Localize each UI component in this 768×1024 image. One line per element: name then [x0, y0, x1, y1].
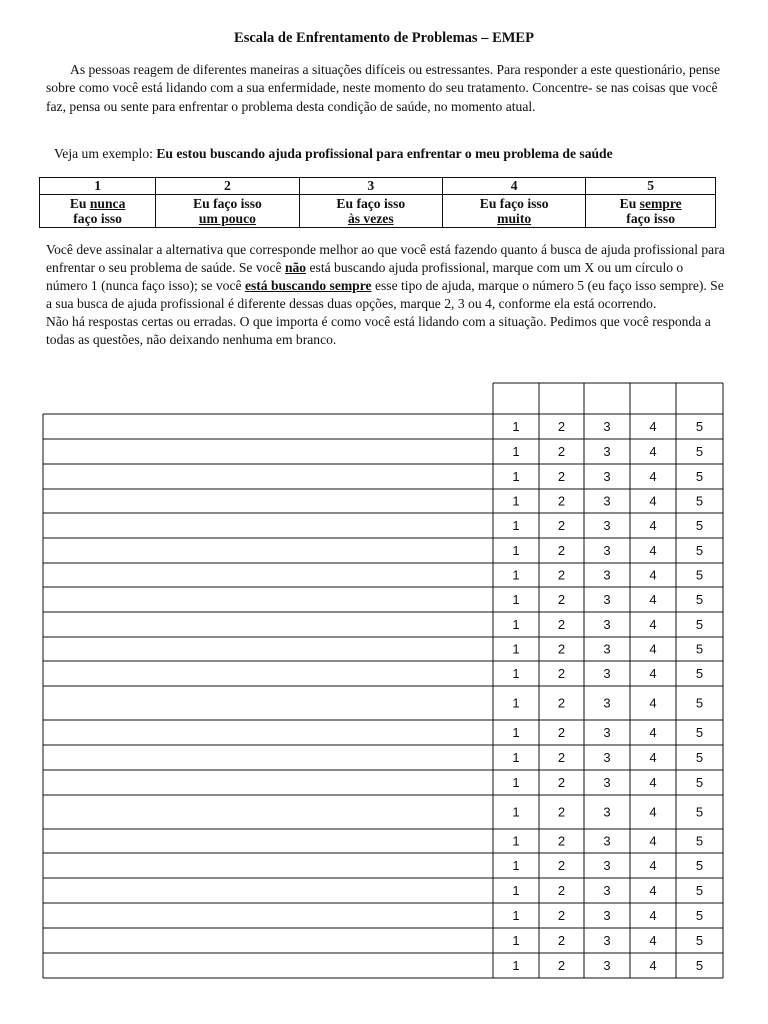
scale-description: Eu nunca faço isso — [40, 195, 156, 228]
answer-option-3[interactable]: 3 — [603, 616, 611, 632]
answer-option-5[interactable]: 5 — [695, 774, 704, 790]
question-statement-cell — [44, 588, 492, 611]
answer-option-3[interactable]: 3 — [603, 641, 611, 657]
answer-option-4[interactable]: 4 — [649, 468, 657, 484]
answer-option-2[interactable]: 2 — [557, 443, 566, 459]
answer-option-5[interactable]: 5 — [695, 591, 704, 607]
answer-option-5[interactable]: 5 — [695, 517, 704, 533]
scale-number: 3 — [299, 178, 442, 195]
answer-option-1[interactable]: 1 — [512, 567, 520, 583]
question-statement-cell — [44, 721, 492, 744]
answer-option-3[interactable]: 3 — [603, 857, 611, 873]
answer-option-2[interactable]: 2 — [557, 724, 566, 740]
answer-option-3[interactable]: 3 — [603, 749, 611, 765]
answer-option-3[interactable]: 3 — [603, 665, 611, 681]
answer-option-2[interactable]: 2 — [557, 882, 566, 898]
answer-option-3[interactable]: 3 — [603, 542, 611, 558]
answer-option-5[interactable]: 5 — [695, 641, 704, 657]
answer-option-3[interactable]: 3 — [603, 517, 611, 533]
answer-option-3[interactable]: 3 — [603, 695, 611, 711]
question-statement-cell — [44, 415, 492, 438]
example-statement: Eu estou buscando ajuda profissional para enfrentar o meu problema de saúde — [156, 146, 613, 161]
answer-option-4[interactable]: 4 — [649, 774, 657, 790]
instructions-paragraph-2: Não há respostas certas ou erradas. O que importa é como você está lidando com a situação. Pedimos que você responda a todas as questões, não deixando nenhuma em branco. — [46, 314, 711, 348]
scale-description: Eu sempre faço isso — [586, 195, 716, 228]
answer-option-1[interactable]: 1 — [512, 542, 520, 558]
scale-number: 2 — [156, 178, 299, 195]
answer-option-1[interactable]: 1 — [512, 882, 520, 898]
question-statement-cell — [44, 746, 492, 769]
scale-description: Eu faço isso um pouco — [156, 195, 299, 228]
question-statement-cell — [44, 564, 492, 586]
answer-option-4[interactable]: 4 — [649, 857, 657, 873]
answer-option-1[interactable]: 1 — [512, 857, 520, 873]
answer-option-2[interactable]: 2 — [557, 907, 566, 923]
answer-option-4[interactable]: 4 — [649, 882, 657, 898]
answer-option-3[interactable]: 3 — [603, 418, 611, 434]
question-statement-cell — [44, 662, 492, 685]
answer-option-4[interactable]: 4 — [649, 907, 657, 923]
answer-option-5[interactable]: 5 — [695, 749, 704, 765]
scale-number: 5 — [586, 178, 716, 195]
answer-option-1[interactable]: 1 — [512, 749, 520, 765]
answer-option-3[interactable]: 3 — [603, 774, 611, 790]
answer-option-4[interactable]: 4 — [649, 591, 657, 607]
answer-option-5[interactable]: 5 — [695, 724, 704, 740]
answer-option-5[interactable]: 5 — [695, 882, 704, 898]
example-prefix: Veja um exemplo: — [54, 146, 157, 161]
answer-option-4[interactable]: 4 — [649, 833, 657, 849]
question-statement-cell — [44, 796, 492, 828]
answer-option-5[interactable]: 5 — [695, 932, 704, 948]
question-statement-cell — [44, 514, 492, 537]
answer-option-2[interactable]: 2 — [557, 418, 566, 434]
answer-option-2[interactable]: 2 — [557, 567, 566, 583]
answer-option-3[interactable]: 3 — [603, 833, 611, 849]
question-statement-cell — [44, 954, 492, 977]
answer-option-4[interactable]: 4 — [649, 616, 657, 632]
question-statement-cell — [44, 879, 492, 902]
answer-option-5[interactable]: 5 — [695, 493, 704, 509]
answer-option-2[interactable]: 2 — [557, 774, 566, 790]
answer-option-5[interactable]: 5 — [695, 567, 704, 583]
question-statement-cell — [44, 539, 492, 562]
answer-option-1[interactable]: 1 — [512, 804, 520, 820]
answer-option-1[interactable]: 1 — [512, 517, 520, 533]
answer-option-5[interactable]: 5 — [695, 542, 704, 558]
answer-option-3[interactable]: 3 — [603, 907, 611, 923]
answer-option-2[interactable]: 2 — [557, 493, 566, 509]
answer-option-4[interactable]: 4 — [649, 517, 657, 533]
answer-option-1[interactable]: 1 — [512, 724, 520, 740]
answer-option-4[interactable]: 4 — [649, 695, 657, 711]
answer-option-1[interactable]: 1 — [512, 695, 520, 711]
answer-option-3[interactable]: 3 — [603, 724, 611, 740]
answer-option-5[interactable]: 5 — [695, 665, 704, 681]
answer-option-3[interactable]: 3 — [603, 804, 611, 820]
answer-option-4[interactable]: 4 — [649, 443, 657, 459]
answer-option-4[interactable]: 4 — [649, 749, 657, 765]
question-statement-cell — [44, 465, 492, 488]
answer-option-4[interactable]: 4 — [649, 418, 657, 434]
page-title: Escala de Enfrentamento de Problemas – EMEP — [234, 30, 534, 46]
scale-number: 1 — [40, 178, 156, 195]
answer-option-5[interactable]: 5 — [695, 616, 704, 632]
question-statement-cell — [44, 638, 492, 660]
answer-option-5[interactable]: 5 — [695, 443, 704, 459]
scale-number: 4 — [442, 178, 585, 195]
question-statement-cell — [44, 613, 492, 636]
answer-option-5[interactable]: 5 — [695, 695, 704, 711]
answer-option-4[interactable]: 4 — [649, 493, 657, 509]
answer-option-3[interactable]: 3 — [603, 493, 611, 509]
answer-option-1[interactable]: 1 — [512, 833, 520, 849]
answer-option-5[interactable]: 5 — [695, 468, 704, 484]
answer-option-1[interactable]: 1 — [512, 907, 520, 923]
answer-option-5[interactable]: 5 — [695, 833, 704, 849]
answer-option-2[interactable]: 2 — [557, 804, 566, 820]
answer-option-2[interactable]: 2 — [557, 641, 566, 657]
answer-option-1[interactable]: 1 — [512, 468, 520, 484]
answer-option-2[interactable]: 2 — [557, 665, 566, 681]
question-statement-cell — [44, 929, 492, 952]
answer-option-3[interactable]: 3 — [603, 591, 611, 607]
answer-option-4[interactable]: 4 — [649, 665, 657, 681]
answer-option-5[interactable]: 5 — [695, 418, 704, 434]
answer-option-1[interactable]: 1 — [512, 616, 520, 632]
answer-option-3[interactable]: 3 — [603, 932, 611, 948]
answer-option-2[interactable]: 2 — [557, 695, 566, 711]
question-statement-cell — [44, 440, 492, 463]
answer-option-5[interactable]: 5 — [695, 907, 704, 923]
question-statement-cell — [44, 904, 492, 927]
question-statement-cell — [44, 490, 492, 512]
answer-option-2[interactable]: 2 — [557, 857, 566, 873]
answer-option-2[interactable]: 2 — [557, 591, 566, 607]
answer-option-3[interactable]: 3 — [603, 567, 611, 583]
answer-option-4[interactable]: 4 — [649, 804, 657, 820]
answer-option-3[interactable]: 3 — [603, 882, 611, 898]
question-statement-cell — [44, 854, 492, 877]
answer-option-4[interactable]: 4 — [649, 724, 657, 740]
answer-option-2[interactable]: 2 — [557, 957, 566, 973]
answer-option-2[interactable]: 2 — [557, 932, 566, 948]
instructions-paragraph-1: Você deve assinalar a alternativa que corresponde melhor ao que você está fazendo quanto á busca de ajuda profissional para enfrentar o seu problema de saúde. Se você não está buscando ajuda profissional, marque com um X ou um círculo o número 1 (nunca faço isso); se você está buscando sempre esse tipo de ajuda, marque o número 5 (eu faço isso sempre). Se a sua busca de ajuda profissional é diferente dessas duas opções, marque 2, 3 ou 4, conforme ela está ocorrendo. — [46, 242, 725, 312]
question-statement-cell — [44, 687, 492, 719]
answer-option-1[interactable]: 1 — [512, 418, 520, 434]
answer-option-3[interactable]: 3 — [603, 468, 611, 484]
answer-option-4[interactable]: 4 — [649, 932, 657, 948]
answer-option-2[interactable]: 2 — [557, 542, 566, 558]
answer-option-1[interactable]: 1 — [512, 591, 520, 607]
answer-option-3[interactable]: 3 — [603, 443, 611, 459]
answer-option-1[interactable]: 1 — [512, 641, 520, 657]
answer-option-1[interactable]: 1 — [512, 665, 520, 681]
answer-option-4[interactable]: 4 — [649, 567, 657, 583]
answer-option-4[interactable]: 4 — [649, 542, 657, 558]
answer-option-2[interactable]: 2 — [557, 517, 566, 533]
answer-option-4[interactable]: 4 — [649, 641, 657, 657]
scale-description: Eu faço isso muito — [442, 195, 585, 228]
answer-option-1[interactable]: 1 — [512, 493, 520, 509]
answer-option-5[interactable]: 5 — [695, 957, 704, 973]
intro-text: As pessoas reagem de diferentes maneiras a situações difíceis ou estressantes. Para responder a este questionário, pense sobre como você está lidando com a sua enfermidade, neste momento do seu tratamento. Concentre- se nas coisas que você faz, pensa ou sente para enfrentar o problema desta condição de saúde, no momento atual. — [46, 62, 721, 114]
answer-option-2[interactable]: 2 — [557, 749, 566, 765]
answer-option-1[interactable]: 1 — [512, 774, 520, 790]
answer-option-2[interactable]: 2 — [557, 833, 566, 849]
question-statement-cell — [44, 771, 492, 794]
answer-option-2[interactable]: 2 — [557, 468, 566, 484]
answer-option-2[interactable]: 2 — [557, 616, 566, 632]
answer-option-5[interactable]: 5 — [695, 804, 704, 820]
answer-option-1[interactable]: 1 — [512, 957, 520, 973]
scale-description: Eu faço isso às vezes — [299, 195, 442, 228]
answer-option-4[interactable]: 4 — [649, 957, 657, 973]
answer-option-3[interactable]: 3 — [603, 957, 611, 973]
question-statement-cell — [44, 830, 492, 852]
answer-option-1[interactable]: 1 — [512, 932, 520, 948]
answer-option-5[interactable]: 5 — [695, 857, 704, 873]
answer-option-1[interactable]: 1 — [512, 443, 520, 459]
